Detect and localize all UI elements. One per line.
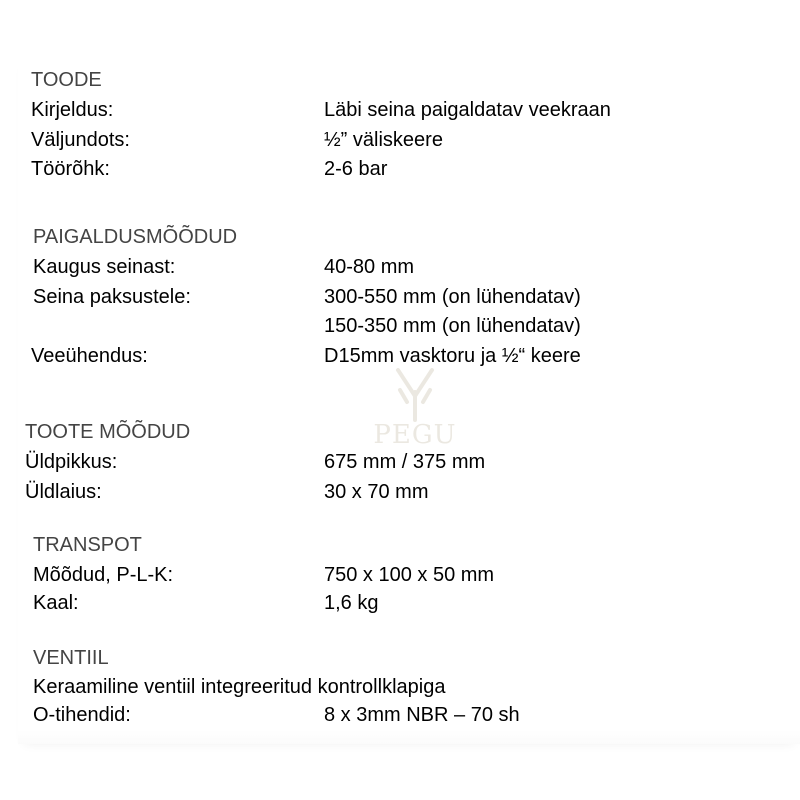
value-uldlaius: 30 x 70 mm bbox=[324, 481, 429, 503]
watermark-text: PEGU bbox=[373, 420, 457, 450]
section-heading-ventiil: VENTIIL bbox=[33, 647, 109, 669]
value-toorohk: 2-6 bar bbox=[324, 158, 388, 180]
label-o-tihendid: O-tihendid: bbox=[33, 704, 131, 726]
section-heading-transpot: TRANSPOT bbox=[33, 534, 142, 556]
label-veeuhendus: Veeühendus: bbox=[31, 345, 148, 367]
value-kirjeldus: Läbi seina paigaldatav veekraan bbox=[324, 99, 611, 121]
label-kaal: Kaal: bbox=[33, 592, 79, 614]
value-valjundots: ½” väliskeere bbox=[324, 129, 443, 151]
label-moodud-plk: Mõõdud, P-L-K: bbox=[33, 564, 174, 586]
value-moodud-plk: 750 x 100 x 50 mm bbox=[324, 564, 495, 586]
label-kaugus: Kaugus seinast: bbox=[33, 256, 176, 278]
value-veeuhendus: D15mm vasktoru ja ½“ keere bbox=[324, 345, 581, 367]
value-o-tihendid: 8 x 3mm NBR – 70 sh bbox=[324, 704, 520, 726]
label-seina-paksustele: Seina paksustele: bbox=[33, 286, 191, 308]
value-seina-paksustele: 300-550 mm (on lühendatav) bbox=[324, 286, 581, 308]
value-seina-paksustele-2: 150-350 mm (on lühendatav) bbox=[324, 315, 581, 337]
value-uldpikkus: 675 mm / 375 mm bbox=[324, 451, 486, 473]
label-toorohk: Töörõhk: bbox=[31, 158, 110, 180]
section-heading-paigaldus: PAIGALDUSMÕÕDUD bbox=[33, 226, 238, 248]
section-heading-toote-moodud: TOOTE MÕÕDUD bbox=[25, 421, 191, 443]
leaf-logo-icon bbox=[360, 362, 470, 422]
label-uldpikkus: Üldpikkus: bbox=[25, 451, 118, 473]
section-heading-toode: TOODE bbox=[31, 69, 102, 91]
watermark-logo bbox=[360, 362, 470, 454]
label-uldlaius: Üldlaius: bbox=[25, 481, 102, 503]
value-kaugus: 40-80 mm bbox=[324, 256, 415, 278]
value-kaal: 1,6 kg bbox=[324, 592, 379, 614]
label-kirjeldus: Kirjeldus: bbox=[31, 99, 114, 121]
label-valjundots: Väljundots: bbox=[31, 129, 130, 151]
ventiil-description: Keraamiline ventiil integreeritud kontrollklapiga bbox=[33, 676, 446, 698]
